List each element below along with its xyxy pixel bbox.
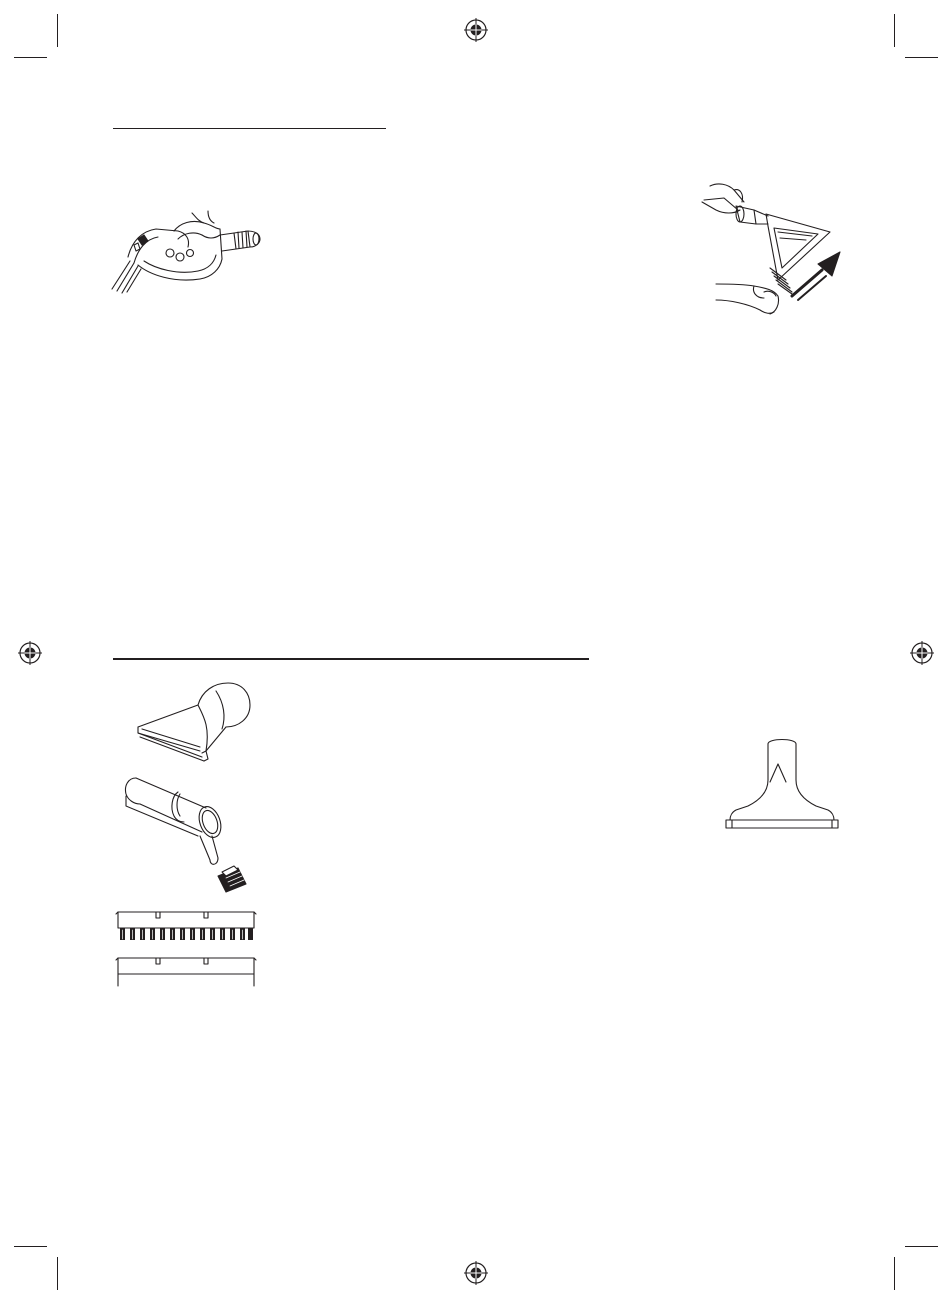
crevice-tool-with-brush-illustration	[122, 774, 250, 896]
hand-tool-front-view-illustration	[724, 736, 840, 832]
crop-mark-top-left-vertical	[57, 14, 58, 47]
registration-target-icon	[910, 641, 934, 665]
crop-mark-bottom-right-horizontal	[905, 1246, 938, 1247]
crop-mark-bottom-right-vertical	[894, 1257, 895, 1290]
upholstery-nozzle-illustration	[134, 677, 258, 762]
upholstery-tool-brushing-illustration	[694, 180, 846, 320]
bristle-strip-illustration	[114, 910, 258, 942]
section-rule-upper	[113, 128, 386, 129]
registration-target-icon	[464, 18, 488, 42]
crop-mark-bottom-left-vertical	[57, 1257, 58, 1290]
registration-target-icon	[18, 641, 42, 665]
hose-handle-grip-illustration	[108, 205, 264, 295]
crop-mark-top-left-horizontal	[14, 57, 47, 58]
crop-mark-top-right-vertical	[894, 14, 895, 47]
crop-mark-bottom-left-horizontal	[14, 1246, 47, 1247]
rubber-squeegee-strip-illustration	[114, 954, 258, 988]
crop-mark-top-right-horizontal	[905, 57, 938, 58]
registration-target-icon	[464, 1261, 488, 1285]
section-rule-lower	[113, 658, 589, 660]
